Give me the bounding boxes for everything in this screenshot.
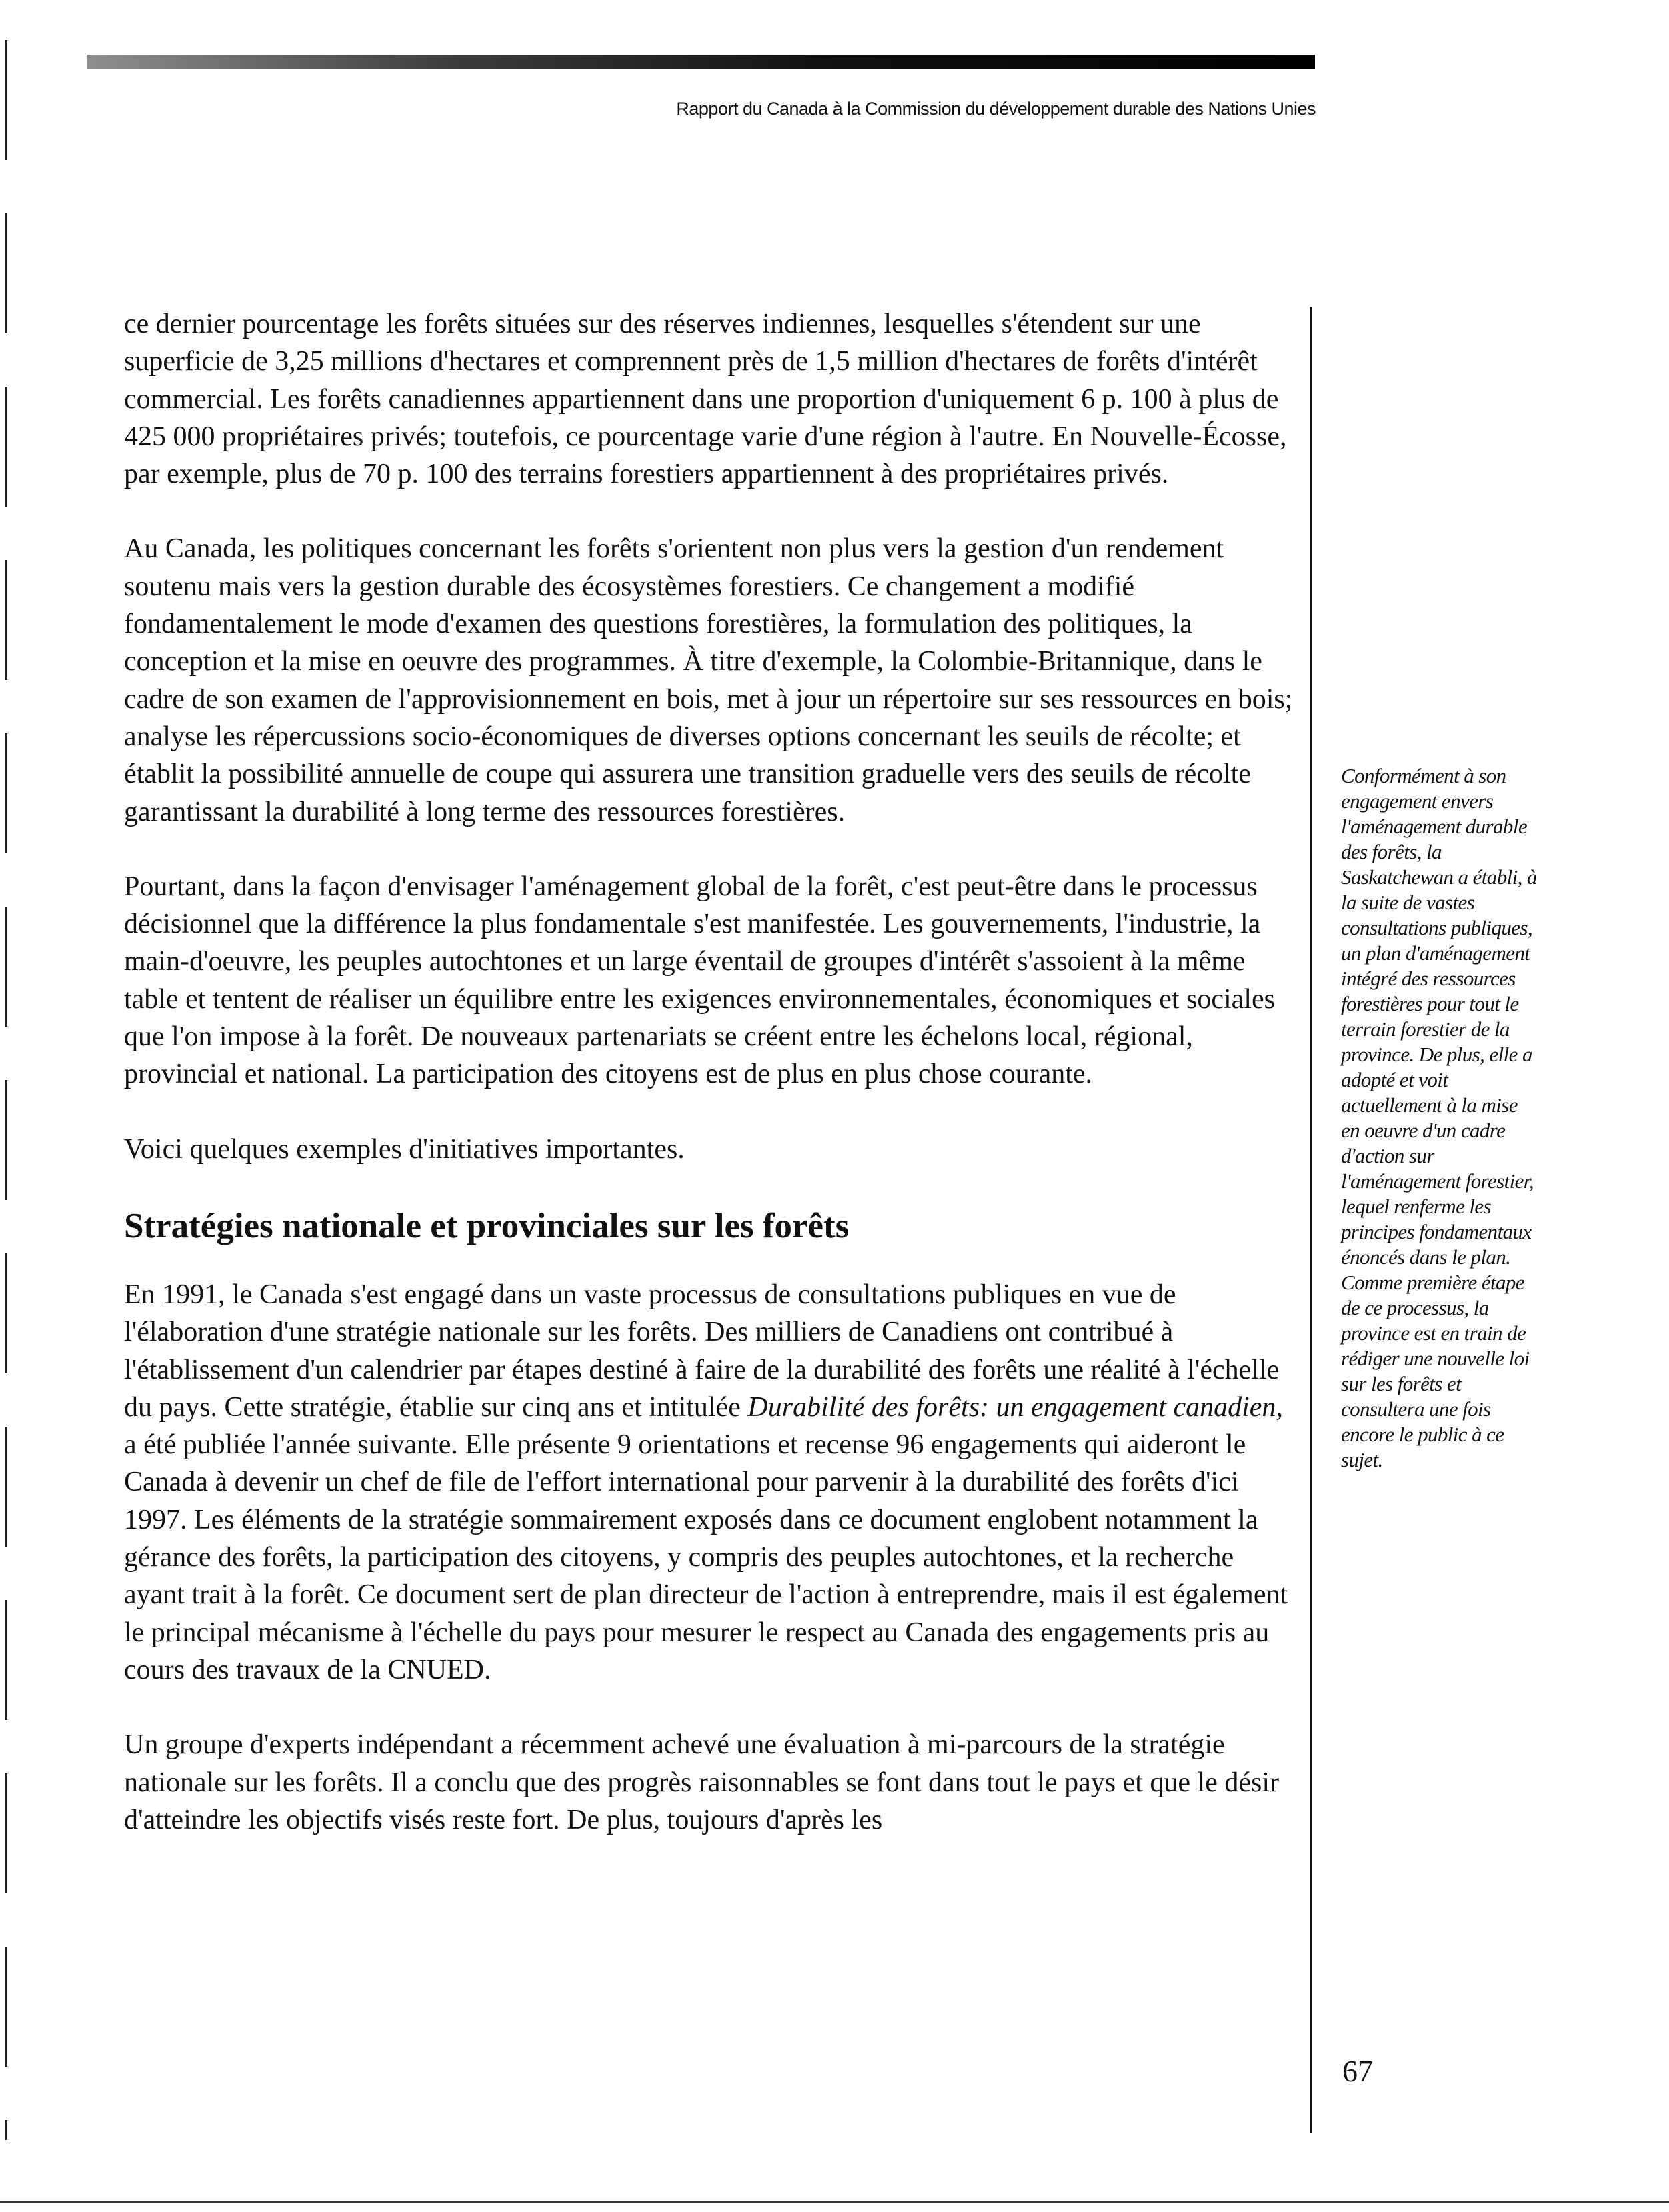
running-header: Rapport du Canada à la Commission du développement durable des Nations Unies bbox=[676, 99, 1316, 119]
bottom-edge-rule bbox=[0, 2201, 1669, 2203]
page-number: 67 bbox=[1342, 2054, 1373, 2088]
main-text-column bbox=[124, 305, 1299, 1839]
paragraph-midterm-evaluation: Un groupe d'experts indépendant a récemment achevé une évaluation à mi-parcours de la stratégie nationale sur les forêts. Il a conclu que des progrès raisonnables se font dans tout le pays et que le désir d'atteindre les objectifs visés reste fort. De plus, toujours d'après les bbox=[124, 1729, 1279, 1835]
header-rule bbox=[87, 55, 1315, 69]
paragraph-examples-intro: Voici quelques exemples d'initiatives importantes. bbox=[124, 1133, 685, 1165]
paragraph-decision-process: Pourtant, dans la façon d'envisager l'aménagement global de la forêt, c'est peut-être dans le processus décisionnel que la différence la plus fondamentale s'est manifestée. Les gouvernements, l'industrie, la main-d'oeuvre, les peuples autochtones et un large éventail de groupes d'intérêt s'assoient à la même table et tentent de réaliser un équilibre entre les exigences environnementales, économiques et sociales que l'on impose à la forêt. De nouveaux partenariats se créent entre les échelons local, régional, provincial et national. La participation des citoyens est de plus en plus chose courante. bbox=[124, 871, 1275, 1090]
section-heading: Stratégies nationale et provinciales sur les forêts bbox=[124, 1206, 850, 1245]
margin-rule bbox=[1310, 307, 1312, 2133]
strategy-text-after: a été publiée l'année suivante. Elle présente 9 orientations et recense 96 engagements qui aideront le Canada à devenir un chef de file de l'effort international pour parvenir à la durabilité des forêts d'ici 1997. Les éléments de la stratégie sommairement exposés dans ce document englobent notamment la gérance des forêts, la participation des citoyens, y compris des peuples autochtones, et la recherche ayant trait à la forêt. Ce document sert de plan directeur de l'action à entreprendre, mais il est également le principal mécanisme à l'échelle du pays pour mesurer le respect au Canada des engagements pris au cours des travaux de la CNUED. bbox=[124, 1429, 1288, 1685]
scan-edge-artifact bbox=[5, 40, 7, 2140]
strategy-document-title: Durabilité des forêts: un engagement canadien, bbox=[747, 1391, 1283, 1423]
paragraph-national-strategy bbox=[124, 1276, 1299, 1689]
paragraph-policy-shift: Au Canada, les politiques concernant les forêts s'orientent non plus vers la gestion d'un rendement soutenu mais vers la gestion durable des écosystèmes forestiers. Ce changement a modifié fondamentalement le mode d'examen des questions forestières, la formulation des politiques, la conception et la mise en oeuvre des programmes. À titre d'exemple, la Colombie-Britannique, dans le cadre de son examen de l'approvisionnement en bois, met à jour un répertoire sur ses ressources en bois; analyse les répercussions socio-économiques de diverses options concernant les seuils de récolte; et établit la possibilité annuelle de coupe qui assurera une transition graduelle vers des seuils de récolte garantissant la durabilité à long terme des ressources forestières. bbox=[124, 533, 1293, 827]
paragraph-private-ownership: ce dernier pourcentage les forêts situées sur des réserves indiennes, lesquelles s'étendent sur une superficie de 3,25 millions d'hectares et comprennent près de 1,5 million d'hectares de forêts d'intérêt commercial. Les forêts canadiennes appartiennent dans une proportion d'uniquement 6 p. 100 à plus de 425 000 propriétaires privés; toutefois, ce pourcentage varie d'une région à l'autre. En Nouvelle-Écosse, par exemple, plus de 70 p. 100 des terrains forestiers appartiennent à des propriétaires privés. bbox=[124, 309, 1287, 490]
strategy-text-before: En 1991, le Canada s'est engagé dans un vaste processus de consultations publiques en vue de l'élaboration d'une stratégie nationale sur les forêts. Des milliers de Canadiens ont contribué à l'établissement d'un calendrier par étapes destiné à faire de la durabilité des forêts une réalité à l'échelle du pays. Cette stratégie, établie sur cinq ans et intitulée bbox=[124, 1279, 1280, 1423]
sidebar-note: Conformément à son engagement envers l'aménagement durable des forêts, la Saskatchewan a établi, à la suite de vastes consultations publiques, un plan d'aménagement intégré des ressources forestières pour tout le terrain forestier de la province. De plus, elle a adopté et voit actuellement à la mise en oeuvre d'un cadre d'action sur l'aménagement forestier, lequel renferme les principes fondamentaux énoncés dans le plan. Comme première étape de ce processus, la province est en train de rédiger une nouvelle loi sur les forêts et consultera une fois encore le public à ce sujet. bbox=[1341, 764, 1537, 1471]
